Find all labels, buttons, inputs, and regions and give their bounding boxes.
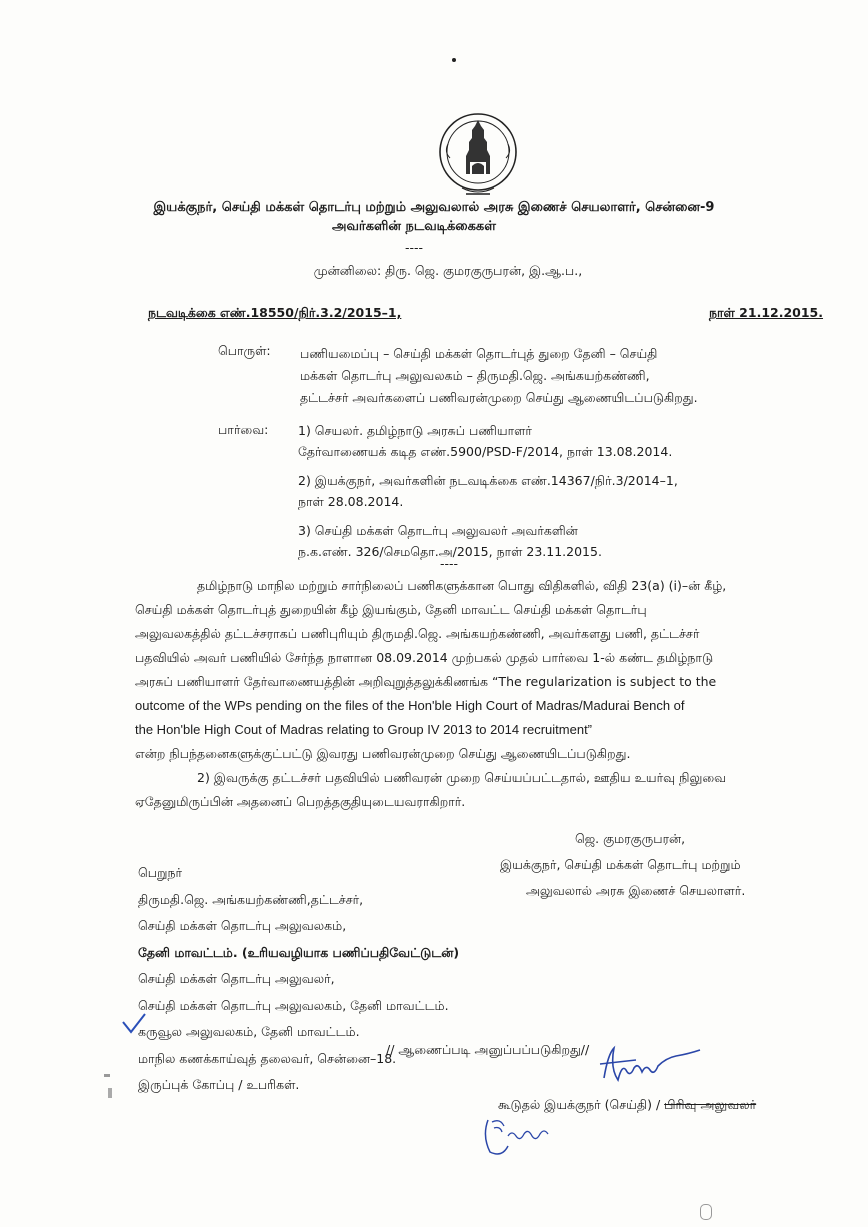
recipient-line: இருப்புக் கோப்பு / உபரிகள். <box>138 1077 300 1092</box>
body-line: the Hon'ble High Cout of Madras relating to Group IV 2013 to 2014 recruitment” <box>135 722 593 737</box>
signatory-designation: அலுவலால் அரசு இணைச் செயலாளர். <box>526 883 746 898</box>
recipients-block <box>138 860 558 1099</box>
reference-line: 3) செய்தி மக்கள் தொடர்பு அலுவலர் அவர்களின் <box>298 523 578 538</box>
recipient-line: கருவூல அலுவலகம், தேனி மாவட்டம். <box>138 1024 360 1039</box>
body-line: ஏதேனுமிருப்பின் அதனைப் பெறத்தகுதியுடையவராகிறார். <box>135 794 466 809</box>
signatory-designation: இயக்குநர், செய்தி மக்கள் தொடர்பு மற்றும் <box>500 857 741 872</box>
initial-scribble-icon <box>478 1112 558 1160</box>
reference-line: 2) இயக்குநர், அவர்களின் நடவடிக்கை எண்.14367/நிர்.3/2014–1, <box>298 473 678 488</box>
section-officer-struck: பிரிவு அலுவலர் <box>664 1097 757 1112</box>
additional-director: கூடுதல் இயக்குநர் (செய்தி) / <box>498 1097 661 1112</box>
office-title-line2: அவர்களின் நடவடிக்கைகள் <box>332 219 496 234</box>
subject-text <box>300 343 812 409</box>
recipient-line: மாநில கணக்காய்வுத் தலைவர், சென்னை–18. <box>138 1050 397 1066</box>
recipient-line: செய்தி மக்கள் தொடர்பு அலுவலகம், தேனி மாவட்டம். <box>138 997 449 1013</box>
body-line: பதவியில் அவர் பணியில் சேர்ந்த நாளான 08.09.2014 முற்பகல் முதல் பார்வை 1-ல் கண்ட தமிழ்நாடு <box>135 650 714 665</box>
body-line: தமிழ்நாடு மாநில மற்றும் சார்நிலைப் பணிகளுக்கான பொது விதிகளில், விதி 23(a) (i)–ன் கீழ், <box>197 578 727 593</box>
check-mark-icon <box>120 1012 148 1036</box>
reference-line: 1) செயலர். தமிழ்நாடு அரசுப் பணியாளர் <box>298 423 532 438</box>
subject-label: பொருள்: <box>218 343 271 358</box>
forwarded-line: // ஆணைப்படி அனுப்பப்படுகிறது// <box>386 1042 590 1057</box>
body-line: செய்தி மக்கள் தொடர்புத் துறையின் கீழ் இயங்கும், தேனி மாவட்ட செய்தி மக்கள் தொடர்பு <box>135 602 647 617</box>
scan-mark <box>104 1074 110 1077</box>
body-line: அரசுப் பணியாளர் தேர்வாணையத்தின் அறிவுறுத்தலுக்கிணங்க “The regularization is subject to the <box>135 674 717 689</box>
presence-line: முன்னிலை: திரு. ஜெ. குமரகுருபரன், இ.ஆ.ப., <box>313 263 583 278</box>
recipient-line: செய்தி மக்கள் தொடர்பு அலுவலகம், <box>138 918 347 933</box>
body-line: அலுவலகத்தில் தட்டச்சராகப் பணிபுரியும் திருமதி.ஜெ. அங்கயற்கண்ணி, அவர்களது பணி, தட்டச்சர் <box>135 626 700 641</box>
reference-line: நாள் 28.08.2014. <box>298 494 404 509</box>
scan-dot <box>452 58 456 62</box>
office-title-line1: இயக்குநர், செய்தி மக்கள் தொடர்பு மற்றும் அலுவலால் அரசு இணைச் செயலாளர், சென்னை-9 <box>153 200 715 215</box>
scan-mark <box>108 1088 112 1098</box>
recipients-label: பெறுநர் <box>138 865 183 880</box>
body-line: என்ற நிபந்தனைகளுக்குட்பட்டு இவரது பணிவரன்முறை செய்து ஆணையிடப்படுகிறது. <box>135 746 631 761</box>
reference-line: ந.க.எண். 326/செமதொ.அ/2015, நாள் 23.11.2015. <box>298 544 602 559</box>
body-paragraph-2 <box>135 766 815 814</box>
subject-line: தட்டச்சர் அவர்களைப் பணிவரன்முறை செய்து ஆணையிடப்படுகிறது. <box>300 390 698 405</box>
subject-line: மக்கள் தொடர்பு அலுவலகம் – திருமதி.ஜெ. அங்கயற்கண்ணி, <box>300 368 650 383</box>
order-number: நடவடிக்கை எண்.18550/நிர்.3.2/2015–1, <box>148 305 402 320</box>
reference-list <box>298 420 812 562</box>
recipient-line: திருமதி.ஜெ. அங்கயற்கண்ணி,தட்டச்சர், <box>138 891 364 907</box>
body-paragraph-1 <box>135 574 815 766</box>
subject-line: பணியமைப்பு – செய்தி மக்கள் தொடர்புத் துறை தேனி – செய்தி <box>300 346 658 361</box>
reference-item <box>298 520 812 562</box>
reference-item <box>298 470 812 512</box>
header-dashes: ---- <box>404 240 424 255</box>
recipient-line: தேனி மாவட்டம். (உரியவழியாக பணிப்பதிவேட்டுடன்) <box>138 944 460 960</box>
body-line: 2) இவருக்கு தட்டச்சர் பதவியில் பணிவரன் முறை செய்யப்பட்டதால், ஊதிய உயர்வு நிலுவை <box>197 770 727 785</box>
reference-line: தேர்வாணையக் கடித எண்.5900/PSD-F/2014, நாள் 13.08.2014. <box>298 444 673 459</box>
reference-item <box>298 420 812 462</box>
order-date: நாள் 21.12.2015. <box>709 305 824 320</box>
scan-mark <box>700 1204 712 1220</box>
reference-label: பார்வை: <box>218 422 269 437</box>
recipient-line: செய்தி மக்கள் தொடர்பு அலுவலர், <box>138 971 335 986</box>
reference-dashes: ---- <box>440 556 459 571</box>
tamil-nadu-emblem-icon <box>436 110 520 202</box>
handwritten-signature-icon <box>596 1040 706 1088</box>
signatory-name: ஜெ. குமரகுருபரன், <box>575 831 686 846</box>
body-line: outcome of the WPs pending on the files of the Hon'ble High Court of Madras/Madurai Bench of <box>135 698 685 713</box>
